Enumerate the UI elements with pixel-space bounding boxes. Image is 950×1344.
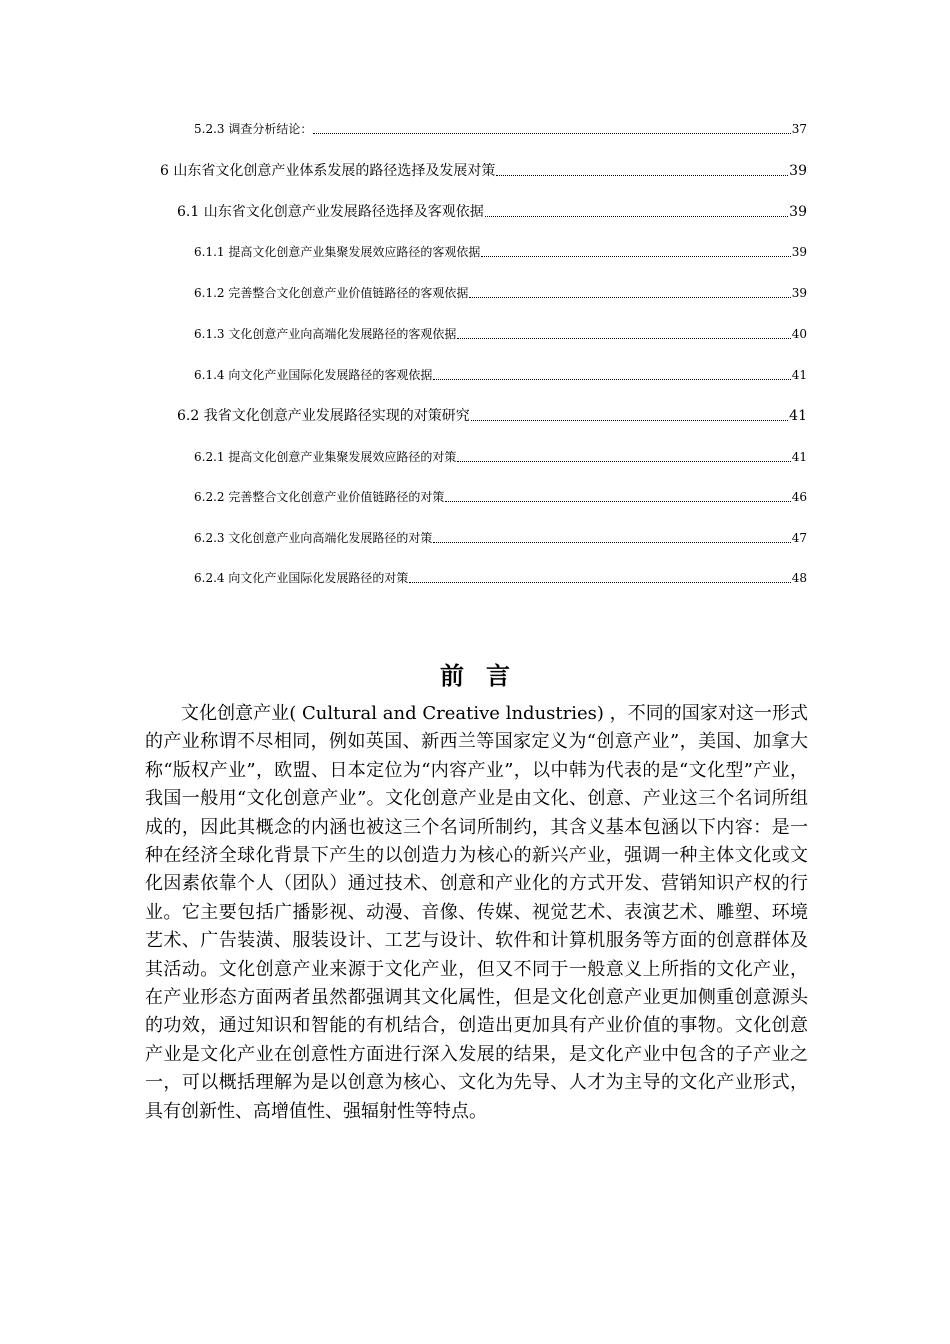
toc-entry-page: 39	[789, 163, 807, 179]
toc-entry-page: 39	[791, 245, 807, 259]
toc-entry-label: 6.2.2 完善整合文化创意产业价值链路径的对策	[194, 490, 445, 504]
toc-entry-page: 48	[791, 571, 807, 585]
toc-leader	[485, 216, 788, 217]
toc-entry-label: 6.2.3 文化创意产业向高端化发展路径的对策	[194, 531, 433, 545]
toc-entry-6-1-3[interactable]	[194, 325, 807, 342]
preface-paragraph: 文化创意产业( Cultural and Creative lndustries) ，不同的国家对这一形式的产业称谓不尽相同，例如英国、新西兰等国家定义为“创意产业”，美国、加拿大称“版权产业”，欧盟、日本定位为“内容产业”，以中韩为代表的是“文化型”产业，我国一般用“文化创意产业”。文化创意产业是由文化、创意、产业这三个名词所组成的，因此其概念的内涵也被这三个名词所制约，其含义基本包涵以下内容：是一种在经济全球化背景下产生的以创造力为核心的新兴产业，强调一种主体文化或文化因素依靠个人（团队）通过技术、创意和产业化的方式开发、营销知识产权的行业。它主要包括广播影视、动漫、音像、传媒、视觉艺术、表演艺术、雕塑、环境艺术、广告装潢、服装设计、工艺与设计、软件和计算机服务等方面的创意群体及其活动。文化创意产业来源于文化产业，但又不同于一般意义上所指的文化产业，在产业形态方面两者虽然都强调其文化属性，但是文化创意产业更加侧重创意源头的功效，通过知识和智能的有机结合，创造出更加具有产业价值的事物。文化创意产业是文化产业在创意性方面进行深入发展的结果，是文化产业中包含的子产业之一，可以概括理解为是以创意为核心、文化为先导、人才为主导的文化产业形式，具有创新性、高增值性、强辐射性等特点。	[145, 703, 808, 1122]
toc-entry-label: 6.1.4 向文化产业国际化发展路径的客观依据	[194, 368, 433, 382]
toc-entry-label: 5.2.3 调查分析结论：	[194, 122, 313, 136]
toc-entry-6[interactable]	[160, 160, 807, 180]
toc-entry-label: 6.1.1 提高文化创意产业集聚发展效应路径的客观依据	[194, 245, 481, 259]
preface-title: 前言	[440, 661, 532, 690]
toc-entry-label: 6.2 我省文化创意产业发展路径实现的对策研究	[177, 408, 470, 424]
toc-leader	[445, 501, 790, 502]
toc-entry-label: 6 山东省文化创意产业体系发展的路径选择及发展对策	[160, 163, 496, 179]
toc-entry-page: 39	[791, 286, 807, 300]
toc-entry-page: 41	[789, 408, 807, 424]
toc-leader	[471, 420, 788, 421]
toc-entry-6-2[interactable]	[177, 405, 807, 425]
toc-entry-6-1-4[interactable]	[194, 366, 807, 383]
toc-entry-page: 47	[791, 531, 807, 545]
toc-entry-6-2-1[interactable]	[194, 448, 807, 465]
toc-entry-label: 6.1.3 文化创意产业向高端化发展路径的客观依据	[194, 327, 457, 341]
toc-entry-page: 39	[789, 204, 807, 220]
toc-entry-page: 41	[791, 450, 807, 464]
toc-entry-page: 46	[791, 490, 807, 504]
toc-leader	[433, 379, 790, 380]
toc-entry-page: 41	[791, 368, 807, 382]
toc-leader	[469, 297, 790, 298]
toc-leader	[457, 338, 790, 339]
toc-entry-6-2-2[interactable]	[194, 488, 807, 505]
toc-leader	[457, 461, 790, 462]
toc-entry-label: 6.1.2 完善整合文化创意产业价值链路径的客观依据	[194, 286, 469, 300]
toc-entry-label: 6.2.1 提高文化创意产业集聚发展效应路径的对策	[194, 450, 457, 464]
toc-entry-6-1-2[interactable]	[194, 284, 807, 301]
toc-entry-page: 37	[791, 122, 807, 136]
toc-leader	[313, 133, 790, 134]
toc-entry-page: 40	[791, 327, 807, 341]
toc-leader	[496, 175, 788, 176]
toc-leader	[481, 256, 790, 257]
toc-entry-label: 6.1 山东省文化创意产业发展路径选择及客观依据	[177, 204, 484, 220]
toc-leader	[433, 542, 790, 543]
toc-leader	[409, 582, 790, 583]
toc-entry-6-1-1[interactable]	[194, 243, 807, 260]
toc-entry-6-2-4[interactable]	[194, 569, 807, 586]
toc-entry-label: 6.2.4 向文化产业国际化发展路径的对策	[194, 571, 409, 585]
toc-entry-6-1[interactable]	[177, 201, 807, 221]
toc-entry-6-2-3[interactable]	[194, 529, 807, 546]
toc-entry-5-2-3[interactable]	[194, 120, 807, 137]
